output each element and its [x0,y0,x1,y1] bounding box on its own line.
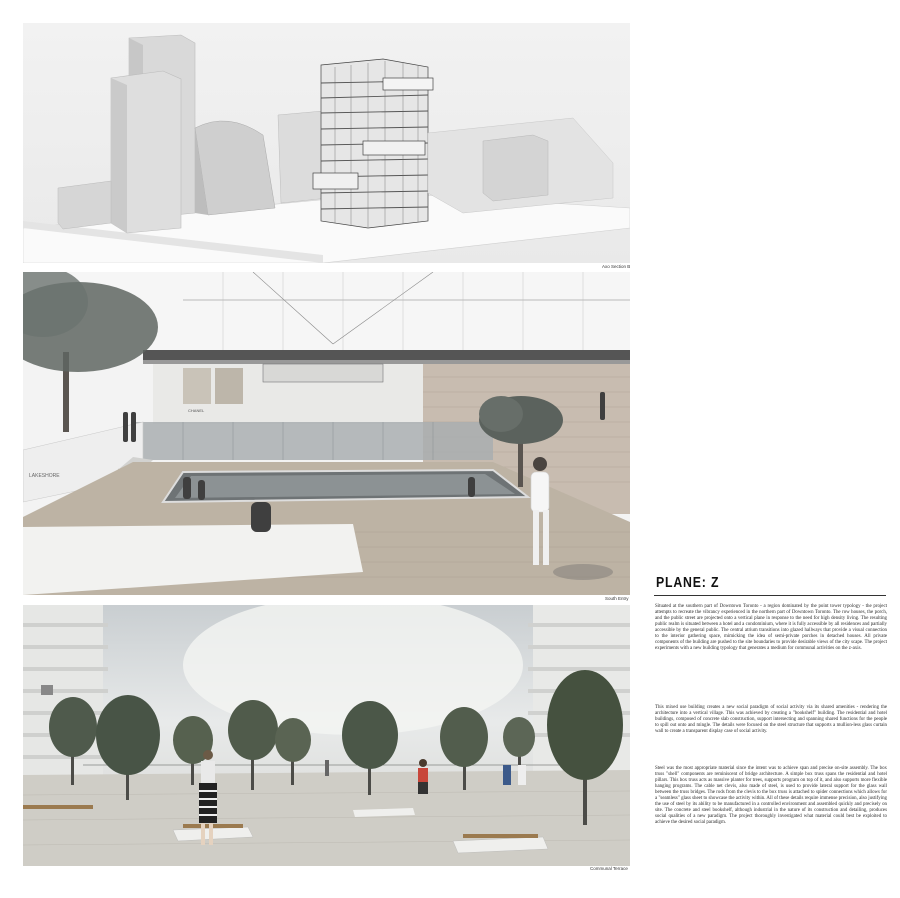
description-paragraph-1: Situated at the southern part of Downtown Toronto - a region dominated by the point tower typology - the project attempts to recreate the vibrancy experienced in the northern part of Downtown Toronto. The row houses, the porch, and the public street are projected onto a vertical plane in response to the need for high density living. The resulting public realm is situated between a hotel and a condominium, where it is fully accessible by all residences and partially accessible by the general public. The central atrium transitions into glazed hallways that provide a visual connection to the interior gathering space, mimicking the idea of semi-private porches in detached houses. All private components of the building are pushed to the site boundaries to provide desirable views of the city scape. The project experiments with a new building typology that generates a medium for communal activities on the z-axis. [655,604,887,652]
description-paragraph-3: Steel was the most appropriate material since the intent was to achieve span and precise on-site assembly. The box truss "shell" components are reminiscent of bridge architecture. A simple box truss spans the residential and hotel pillars. This box truss acts as massive planter for trees, supports program on top of it, and also supports more flexible hanging programs. The cable net clevis, also made of steel, is used to provide lateral support for the glass wall between the truss bridges. The rods from the clevis to the box truss is attached to spider connections which allows for a "seamless" glass sheet to showcase the activity within. All of these details require immense precision, also justifying the use of steel by its ability to be manufactured in a controlled environment and assembled quickly and precisely on site. The concrete and steel bookshelf, although industrial in the nature of its construction and detailing, produces social qualities of a new paradigm. The project thoroughly investigated what material could best be exploited to achieve the desired social paradigm. [655,766,887,826]
caption-communal-terrace: Communal Terrace [590,866,628,871]
axo-section-render [23,23,630,263]
plane-title: PLANE: Z [656,574,720,591]
south-entry-render [23,272,630,595]
description-paragraph-2: This mixed use building creates a new social paradigm of social activity via its shared amenities - rendering the architecture into a vertical village. This was achieved by creating a "bookshelf" building. The residential and hotel buildings, composed of concrete slab construction, support intersecting and spanning shared functions for the people to spill out onto and mingle. The details were focused on the steel structure that supports a mullion-less glass curtain wall to create a transparent display case of social activity. [655,705,887,735]
caption-south-entry: South Entry [605,596,629,601]
caption-axo-section: Axo Section B [602,264,631,269]
communal-terrace-render [23,605,630,866]
communal-terrace-drawing [23,605,630,866]
wall-sign-text: LAKESHORE [29,473,60,479]
south-entry-drawing [23,272,630,595]
shop-sign-text: CHANEL [188,408,205,413]
sectioned-tower [313,59,433,228]
title-divider [654,595,886,596]
axo-section-drawing [23,23,630,263]
